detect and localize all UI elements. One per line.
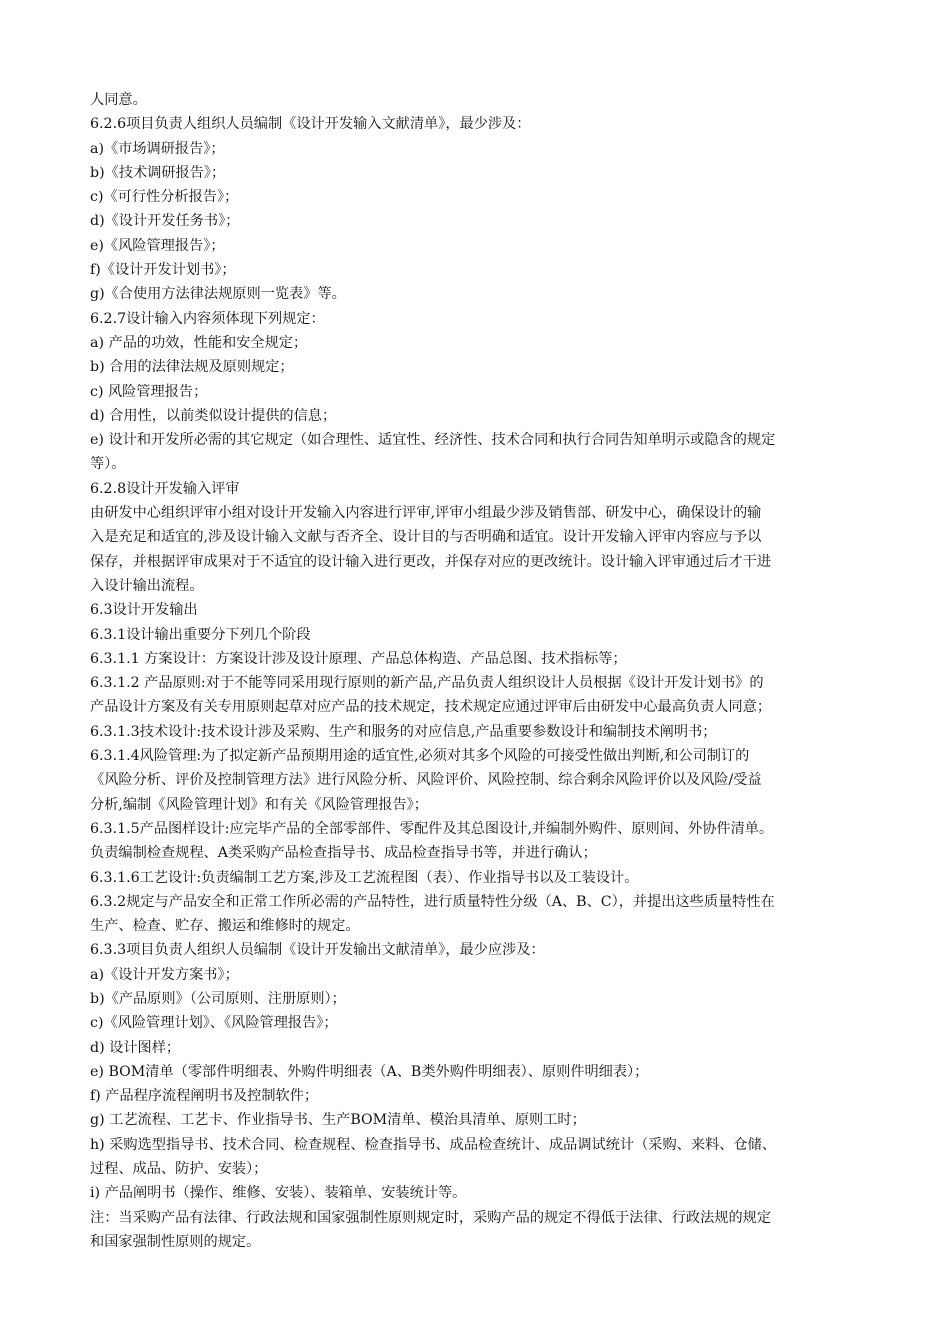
list-item: a) 产品的功效，性能和安全规定； (90, 334, 308, 351)
list-item: h) 采购选型指导书、技术合同、检查规程、检查指导书、成品检查统计、成品调试统计（采购、来料、仓储、 (90, 1136, 776, 1153)
paragraph-line: 生产、检查、贮存、搬运和维修时的规定。 (90, 918, 360, 935)
paragraph-line: 6.3.1.2 产品原则:对于不能等同采用现行原则的新产品,产品负责人组织设计人员根据《设计开发计划书》的 (90, 675, 764, 692)
list-item-continuation: 等）。 (90, 456, 126, 473)
section-heading: 6.3.3项目负责人组织人员编制《设计开发输出文献清单》，最少应涉及： (90, 942, 545, 959)
list-item: d) 设计图样； (90, 1039, 181, 1056)
section-heading: 6.3设计开发输出 (90, 602, 198, 619)
text-line: 人同意。 (90, 92, 147, 108)
list-item: b)《产品原则》（公司原则、注册原则）； (90, 990, 346, 1007)
paragraph-line: 入设计输出流程。 (90, 577, 204, 594)
list-item: e) BOM清单（零部件明细表、外购件明细表（A、B类外购件明细表）、原则件明细表）； (90, 1063, 649, 1080)
list-item: b) 合用的法律法规及原则规定； (90, 359, 294, 376)
list-item: g) 工艺流程、工艺卡、作业指导书、生产BOM清单、模治具清单、原则工时； (90, 1112, 586, 1129)
paragraph-line: 6.3.1.4风险管理:为了拟定新产品预期用途的适宜性,必须对其多个风险的可接受性做出判断,和公司制订的 (90, 748, 750, 765)
list-item: e)《风险管理报告》； (90, 237, 225, 254)
list-item-continuation: 过程、成品、防护、安装）； (90, 1161, 268, 1178)
paragraph-line: 6.3.1.3技术设计:技术设计涉及采购、生产和服务的对应信息,产品重要参数设计和编制技术阐明书； (90, 723, 717, 740)
list-item: c) 风险管理报告； (90, 383, 208, 400)
paragraph-line: 6.3.2规定与产品安全和正常工作所必需的产品特性，进行质量特性分级（A、B、C），并提出这些质量特性在 (90, 893, 775, 910)
list-item: g)《合使用方法律法规原则一览表》等。 (90, 286, 346, 303)
document-page (90, 88, 880, 1254)
section-heading: 6.2.7设计输入内容须体现下列规定： (90, 310, 325, 327)
paragraph-line: 负责编制检查规程、A类采购产品检查指导书、成品检查指导书等，并进行确认； (90, 845, 597, 862)
section-heading: 6.2.8设计开发输入评审 (90, 480, 240, 497)
paragraph-line: 保存，并根据评审成果对于不适宜的设计输入进行更改，并保存对应的更改统计。设计输入评审通过后才干进 (90, 553, 772, 570)
list-item: f)《设计开发计划书》； (90, 262, 236, 279)
list-item: b)《技术调研报告》； (90, 164, 226, 181)
paragraph-line: 6.3.1.1 方案设计：方案设计涉及设计原理、产品总体构造、产品总图、技术指标等； (90, 650, 627, 667)
list-item: d) 合用性，以前类似设计提供的信息； (90, 407, 337, 424)
list-item: e) 设计和开发所必需的其它规定（如合理性、适宜性、经济性、技术合同和执行合同告知单明示或隐含的规定 (90, 432, 776, 449)
list-item: c)《可行性分析报告》； (90, 189, 239, 206)
paragraph-line: 产品设计方案及有关专用原则起草对应产品的技术规定，技术规定应通过评审后由研发中心最高负责人同意； (90, 699, 772, 716)
paragraph-line: 由研发中心组织评审小组对设计开发输入内容进行评审,评审小组最少涉及销售部、研发中心，确保设计的输 (90, 505, 762, 522)
section-heading: 6.3.1设计输出重要分下列几个阶段 (90, 626, 311, 643)
paragraph-line: 《风险分析、评价及控制管理方法》进行风险分析、风险评价、风险控制、综合剩余风险评价以及风险/受益 (90, 772, 762, 789)
paragraph-line: 分析,编制《风险管理计划》和有关《风险管理报告》； (90, 796, 428, 813)
section-heading: 6.2.6项目负责人组织人员编制《设计开发输入文献清单》，最少涉及： (90, 116, 531, 133)
note-line: 注：当采购产品有法律、行政法规和国家强制性原则规定时，采购产品的规定不得低于法律、行政法规的规定 (90, 1209, 772, 1226)
list-item: f) 产品程序流程阐明书及控制软件； (90, 1088, 319, 1105)
list-item: c)《风险管理计划》、《风险管理报告》； (90, 1015, 338, 1032)
list-item: d)《设计开发任务书》； (90, 213, 240, 230)
list-item: a)《市场调研报告》； (90, 140, 225, 157)
paragraph-line: 6.3.1.5产品图样设计:应完毕产品的全部零部件、零配件及其总图设计,并编制外购件、原则间、外协件清单。 (90, 820, 774, 837)
list-item: a)《设计开发方案书》； (90, 966, 239, 983)
note-line: 和国家强制性原则的规定。 (90, 1233, 261, 1250)
list-item: i) 产品阐明书（操作、维修、安装）、装箱单、安装统计等。 (90, 1185, 467, 1202)
paragraph-line: 入是充足和适宜的,涉及设计输入文献与否齐全、设计目的与否明确和适宜。设计开发输入评审内容应与予以 (90, 529, 762, 546)
paragraph-line: 6.3.1.6工艺设计:负责编制工艺方案,涉及工艺流程图（表）、作业指导书以及工装设计。 (90, 869, 639, 886)
